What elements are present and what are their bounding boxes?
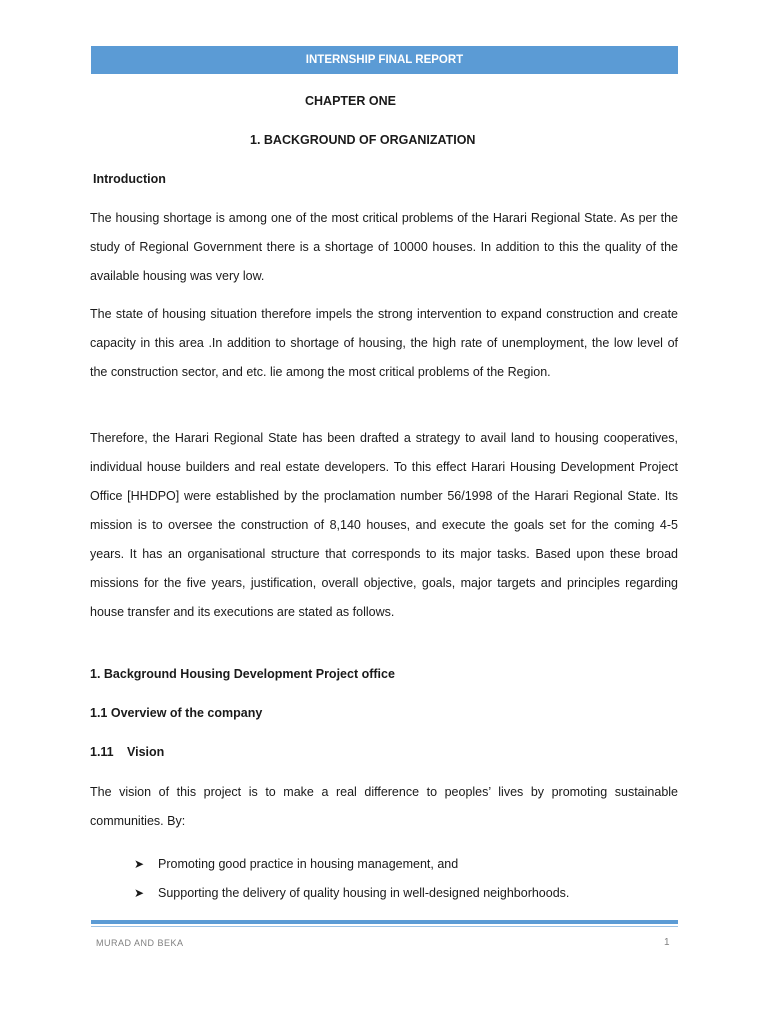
chapter-heading: CHAPTER ONE	[305, 94, 396, 108]
footer-authors: MURAD AND BEKA	[96, 938, 184, 948]
vision-bullet-list	[134, 850, 569, 908]
footer-divider-thin	[91, 926, 678, 927]
heading-vision-label: Vision	[127, 745, 165, 759]
bullet-text: Promoting good practice in housing management, and	[158, 857, 459, 871]
heading-vision-number: 1.11	[90, 745, 114, 759]
footer-page-number: 1	[664, 937, 670, 948]
bullet-text: Supporting the delivery of quality housing in well-designed neighborhoods.	[158, 886, 570, 900]
paragraph-strategy: Therefore, the Harari Regional State has been drafted a strategy to avail land to housing cooperatives, individual house builders and real estate developers. To this effect Harari Housing Development Project Office [HHDPO] were established by the proclamation number 56/1998 of the Harari Regional State. Its mission is to oversee the construction of 8,140 houses, and execute the goals set for the coming 4-5 years. It has an organisational structure that corresponds to its major tasks. Based upon these broad missions for the five years, justification, overall objective, goals, major targets and principles regarding house transfer and its executions are stated as follows.	[90, 431, 678, 619]
section-title: 1. BACKGROUND OF ORGANIZATION	[250, 133, 476, 147]
heading-background-office: 1. Background Housing Development Project office	[90, 667, 395, 681]
paragraph-vision: The vision of this project is to make a real difference to peoples’ lives by promoting sustainable communities. By:	[90, 785, 678, 828]
footer-divider-thick	[91, 920, 678, 924]
arrow-bullet-icon: ➤	[134, 886, 145, 900]
report-header-bar	[91, 46, 678, 74]
heading-vision	[90, 745, 164, 759]
paragraph-housing-shortage: The housing shortage is among one of the most critical problems of the Harari Regional State. As per the study of Regional Government there is a shortage of 10000 houses. In addition to this the quality of the available housing was very low.	[90, 211, 678, 283]
list-item	[134, 850, 569, 879]
paragraph-housing-situation: The state of housing situation therefore impels the strong intervention to expand construction and create capacity in this area .In addition to shortage of housing, the high rate of unemployment, the low level of the construction sector, and etc. lie among the most critical problems of the Region.	[90, 307, 678, 379]
list-item	[134, 879, 569, 908]
report-header-title: INTERNSHIP FINAL REPORT	[305, 54, 464, 66]
heading-overview: 1.1 Overview of the company	[90, 706, 263, 720]
intro-heading: Introduction	[93, 172, 166, 186]
arrow-bullet-icon: ➤	[134, 857, 145, 871]
